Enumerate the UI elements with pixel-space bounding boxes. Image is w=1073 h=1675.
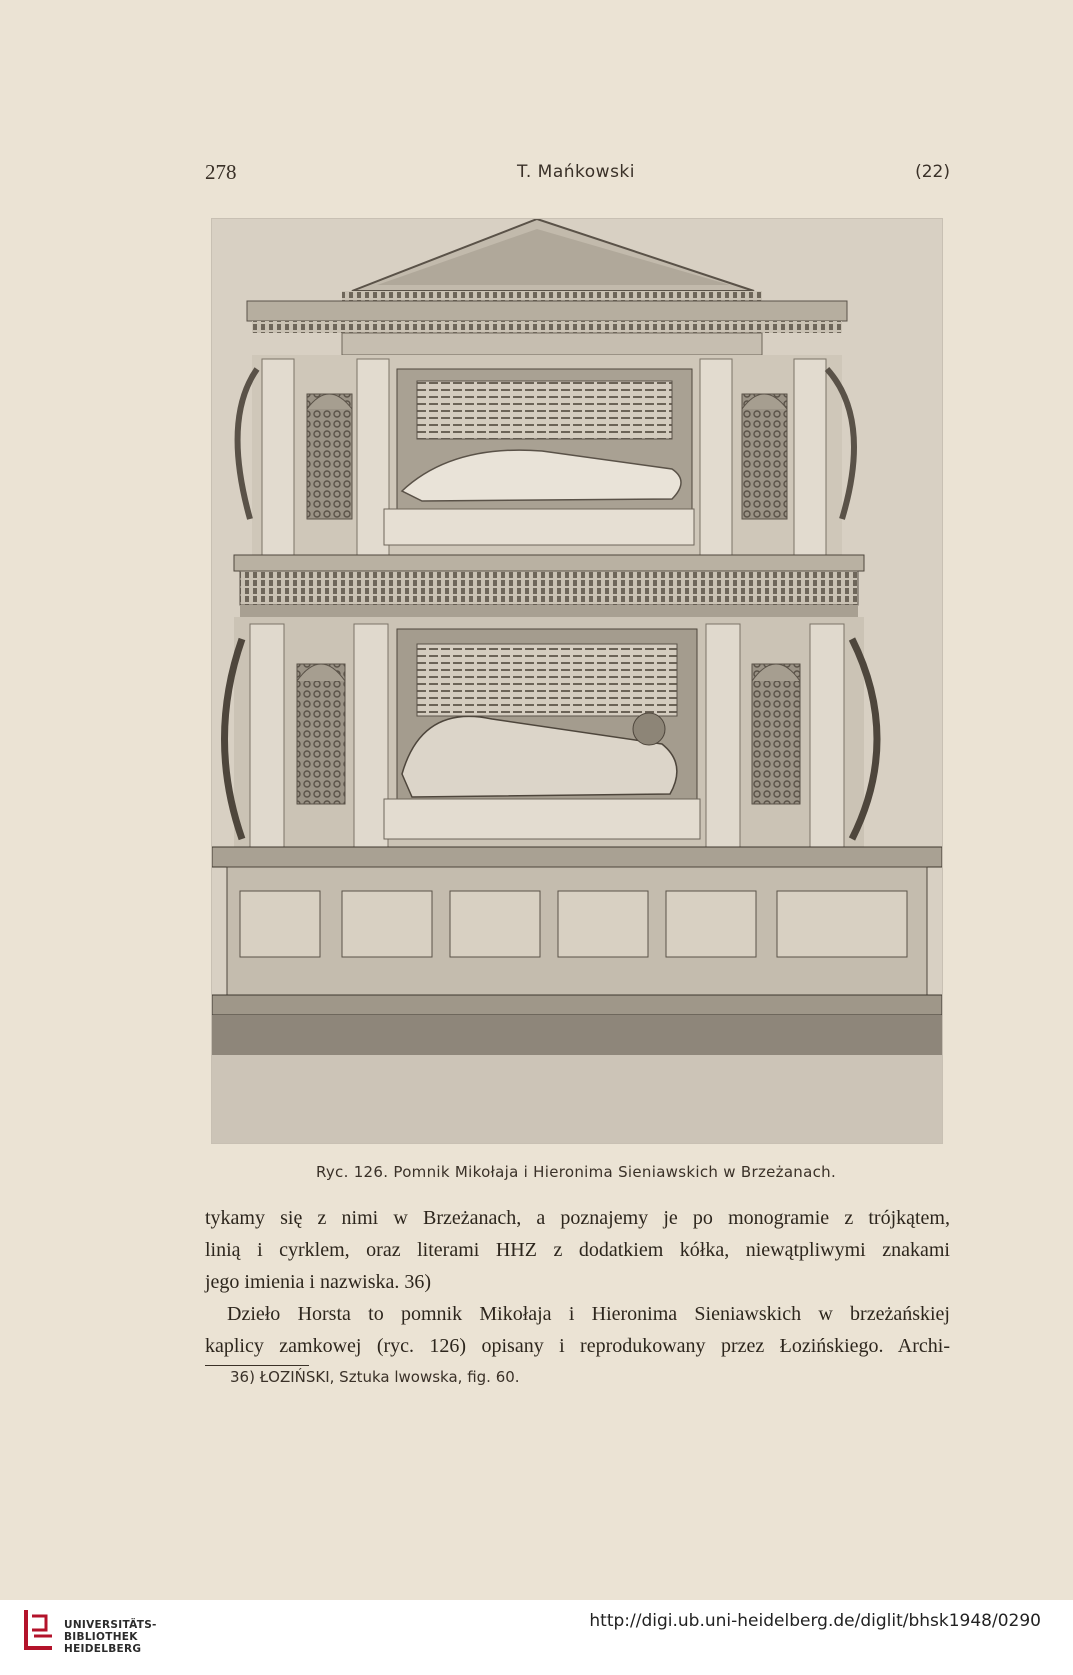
text-line: kaplicy zamkowej (ryc. 126) opisany i reprodukowany przez Łozińskiego. Archi- <box>205 1335 950 1357</box>
text-line: Dzieło Horsta to pomnik Mikołaja i Hieronima Sieniawskich w brzeżańskiej <box>227 1303 950 1325</box>
library-name-line: HEIDELBERG <box>64 1643 142 1655</box>
page-number: 278 <box>205 160 237 184</box>
running-author: T. Mańkowski <box>517 162 636 182</box>
running-header <box>205 160 950 190</box>
text-line: tykamy się z nimi w Brzeżanach, a poznajemy je po monogramie z trójkątem, <box>205 1207 950 1229</box>
body-text <box>205 1207 950 1367</box>
library-name-line: UNIVERSITÄTS- <box>64 1619 157 1631</box>
permalink-url[interactable]: http://digi.ub.uni-heidelberg.de/diglit/bhsk1948/0290 <box>589 1611 1041 1631</box>
footnote-rule <box>205 1365 309 1366</box>
footnote: 36) ŁOZIŃSKI, Sztuka lwowska, fig. 60. <box>230 1368 520 1386</box>
text-line: jego imienia i nazwiska. 36) <box>205 1271 432 1293</box>
library-name-line: BIBLIOTHEK <box>64 1631 138 1643</box>
figure-caption: Ryc. 126. Pomnik Mikołaja i Hieronima Sieniawskich w Brzeżanach. <box>315 1163 837 1181</box>
text-line: linią i cyrklem, oraz literami HHZ z dodatkiem kółka, niewątpliwymi znakami <box>205 1239 950 1261</box>
library-logo-icon <box>22 1608 56 1650</box>
library-name <box>64 1619 157 1655</box>
monument-photograph <box>211 218 943 1144</box>
section-number: (22) <box>915 162 950 182</box>
